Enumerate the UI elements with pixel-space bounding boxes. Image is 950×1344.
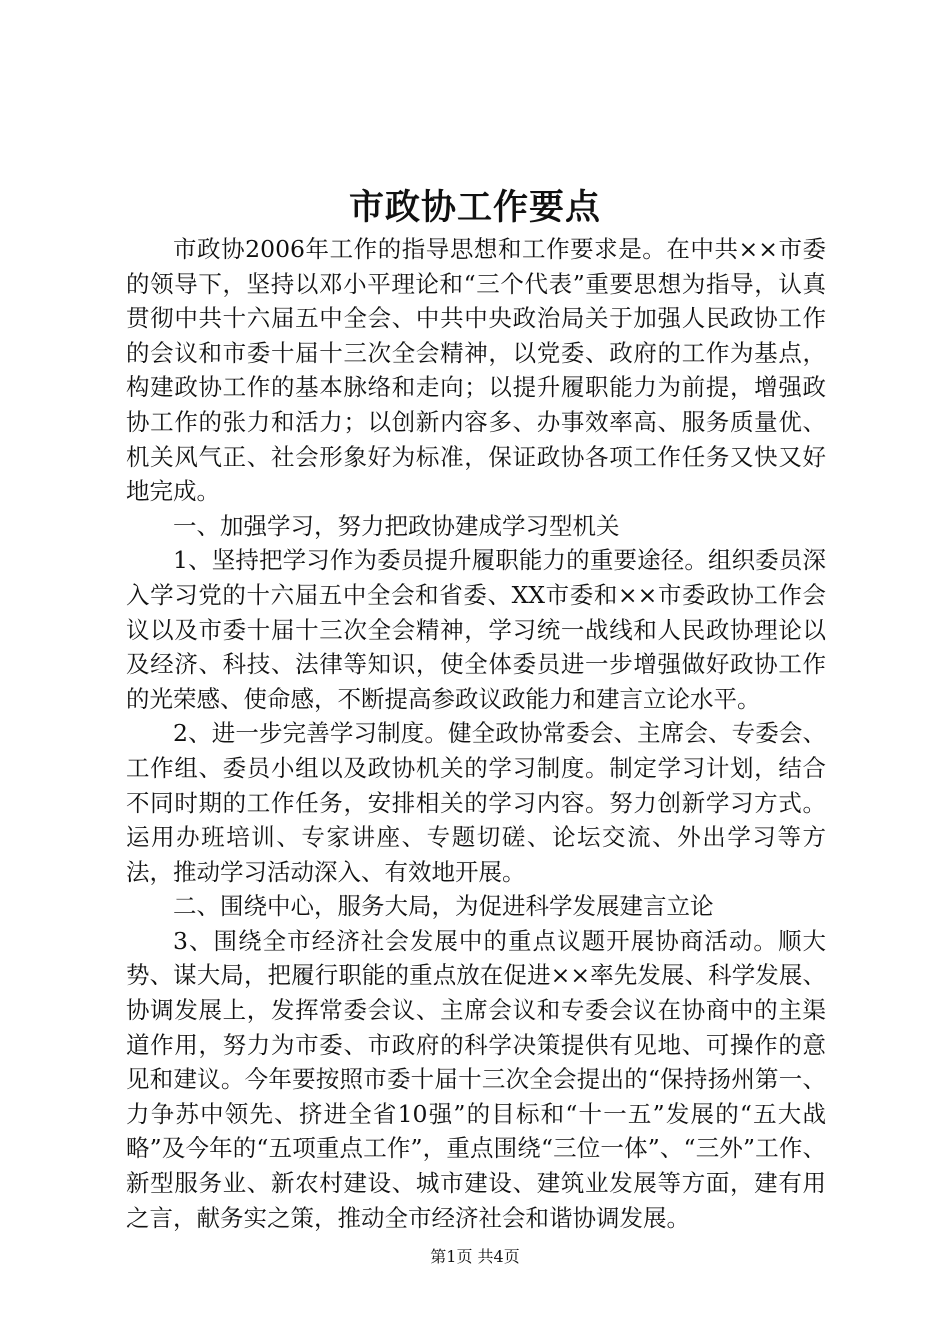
paragraph-item-2: 2、进一步完善学习制度。健全政协常委会、主席会、专委会、工作组、委员小组以及政协机关的学习制度。制定学习计划，结合不同时期的工作任务，安排相关的学习内容。努力创新学习方式。运用办班培训、专家讲座、专题切磋、论坛交流、外出学习等方法，推动学习活动深入、有效地开展。 — [126, 719, 826, 886]
paragraph-item-3: 3、围绕全市经济社会发展中的重点议题开展协商活动。顺大势、谋大局，把履行职能的重点放在促进××率先发展、科学发展、协调发展上，发挥常委会议、主席会议和专委会议在协商中的主渠道作用，努力为市委、市政府的科学决策提供有见地、可操作的意见和建议。今年要按照市委十届十三次全会提出的“保持扬州第一、力争苏中领先、挤进全省10强”的目标和“十一五”发展的“五大战略”及今年的“五项重点工作”，重点围绕“三位一体”、“三外”工作、新型服务业、新农村建设、城市建设、建筑业发展等方面，建有用之言，献务实之策，推动全市经济社会和谐协调发展。 — [126, 926, 826, 1232]
section-heading-1: 一、加强学习，努力把政协建成学习型机关 — [173, 511, 620, 540]
document-title: 市政协工作要点 — [348, 188, 601, 228]
section-heading-2: 二、围绕中心，服务大局，为促进科学发展建言立论 — [173, 892, 714, 921]
paragraph-intro: 市政协2006年工作的指导思想和工作要求是。在中共××市委的领导下，坚持以邓小平理论和“三个代表”重要思想为指导，认真贯彻中共十六届五中全会、中共中央政治局关于加强人民政协工作的会议和市委十届十三次全会精神，以党委、政府的工作为基点，构建政协工作的基本脉络和走向；以提升履职能力为前提，增强政协工作的张力和活力；以创新内容多、办事效率高、服务质量优、机关风气正、社会形象好为标准，保证政协各项工作任务又快又好地完成。 — [126, 235, 826, 506]
document-body — [126, 232, 826, 1235]
paragraph-item-1: 1、坚持把学习作为委员提升履职能力的重要途径。组织委员深入学习党的十六届五中全会和省委、XX市委和××市委政协工作会议以及市委十届十三次全会精神，学习统一战线和人民政协理论以及经济、科技、法律等知识，使全体委员进一步增强做好政协工作的光荣感、使命感，不断提高参政议政能力和建言立论水平。 — [126, 546, 826, 713]
page-number: 第1页 共4页 — [430, 1247, 520, 1266]
